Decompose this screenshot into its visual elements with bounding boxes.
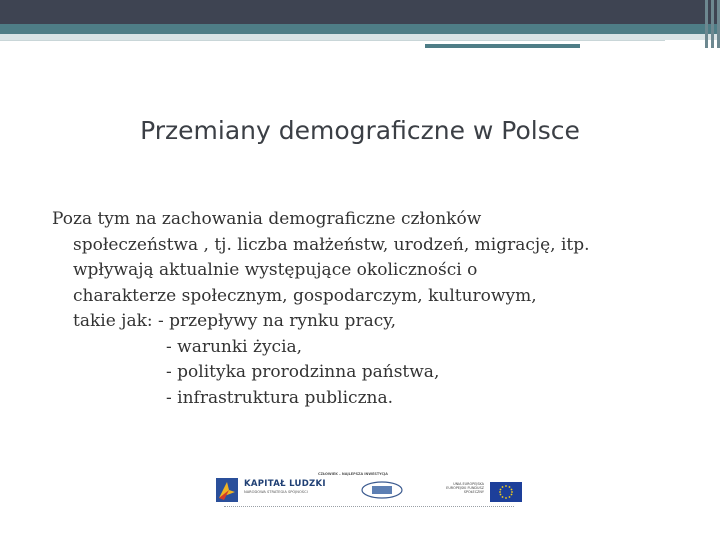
- footer-logos: [200, 466, 540, 512]
- center-logo-icon: [360, 480, 404, 500]
- header-edge-bars: [688, 0, 720, 48]
- kapital-ludzki-mark-icon: [216, 478, 238, 502]
- header-divider: [0, 40, 665, 41]
- kapital-ludzki-subtext: NARODOWA STRATEGIA SPÓJNOŚCI: [244, 490, 308, 494]
- kapital-ludzki-logo: [216, 478, 326, 504]
- kapital-ludzki-text: KAPITAŁ LUDZKI: [244, 479, 326, 489]
- header-accent-strip: [425, 44, 580, 48]
- eu-text: UNIA EUROPEJSKA EUROPEJSKI FUNDUSZ SPOŁECZNY: [446, 482, 484, 495]
- footer-fineprint-line: [224, 506, 514, 509]
- body-line: Poza tym na zachowania demograficzne członków: [52, 209, 482, 229]
- motto-text: CZŁOWIEK – NAJLEPSZA INWESTYCJA: [318, 472, 388, 476]
- slide-title: Przemiany demograficzne w Polsce: [140, 116, 580, 145]
- header-band-dark: [0, 0, 720, 24]
- body-line: wpływają aktualnie występujące okoliczności o: [73, 260, 478, 280]
- body-line: społeczeństwa , tj. liczba małżeństw, urodzeń, migrację, itp.: [73, 234, 590, 255]
- body-line: - warunki życia,: [166, 336, 303, 357]
- body-line: takie jak: - przepływy na rynku pracy,: [73, 311, 396, 331]
- body-line: charakterze społecznym, gospodarczym, kulturowym,: [73, 285, 537, 306]
- header-band-teal: [0, 24, 720, 34]
- body-line: - infrastruktura publiczna.: [166, 387, 394, 408]
- slide-body: [52, 207, 702, 411]
- eu-flag-icon: [490, 482, 522, 502]
- body-line: - polityka prorodzinna państwa,: [166, 362, 440, 382]
